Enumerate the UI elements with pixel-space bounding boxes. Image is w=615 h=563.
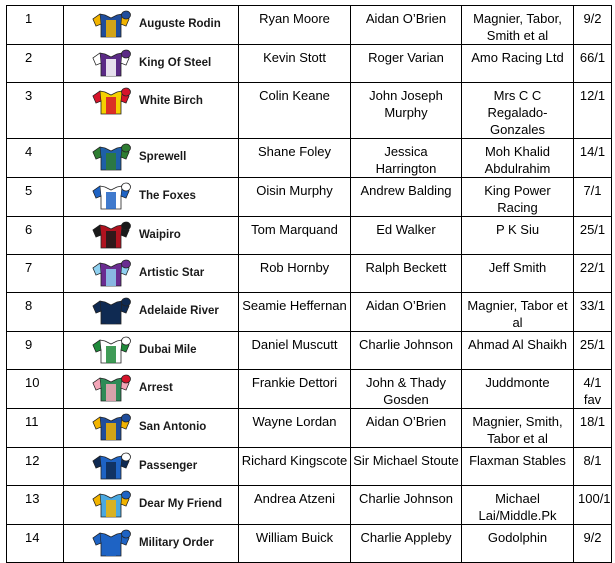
horse-cell: [64, 217, 239, 255]
runner-number: 14: [7, 525, 64, 563]
runner-row: [7, 332, 612, 370]
horse-cell: [64, 293, 239, 332]
jockey-name: Kevin Stott: [239, 45, 351, 83]
jockey-name: Frankie Dettori: [239, 370, 351, 409]
horse-name: Dear My Friend: [139, 498, 223, 510]
runner-number: 2: [7, 45, 64, 83]
horse-cell: [64, 178, 239, 217]
odds-price: 18/1: [574, 409, 612, 448]
jockey-name: Colin Keane: [239, 83, 351, 139]
silks-icon: [91, 490, 131, 518]
horse-name: Passenger: [139, 460, 198, 472]
owner-name: Magnier, Tabor, Smith et al: [462, 6, 574, 45]
runner-row: [7, 409, 612, 448]
trainer-name: John Joseph Murphy: [351, 83, 462, 139]
runner-row: [7, 139, 612, 178]
owner-name: Godolphin: [462, 525, 574, 563]
runner-number: 1: [7, 6, 64, 45]
odds-price: 7/1: [574, 178, 612, 217]
runner-number: 9: [7, 332, 64, 370]
silks-icon: [91, 452, 131, 480]
trainer-name: Charlie Johnson: [351, 332, 462, 370]
jockey-name: Wayne Lordan: [239, 409, 351, 448]
runner-row: [7, 293, 612, 332]
runner-row: [7, 83, 612, 139]
horse-name: Adelaide River: [139, 305, 219, 317]
owner-name: Ahmad Al Shaikh: [462, 332, 574, 370]
horse-name: Auguste Rodin: [139, 18, 221, 30]
odds-price: 14/1: [574, 139, 612, 178]
trainer-name: Aidan O’Brien: [351, 6, 462, 45]
odds-price: 9/2: [574, 525, 612, 563]
horse-cell: [64, 370, 239, 409]
horse-cell: [64, 332, 239, 370]
horse-name: The Foxes: [139, 190, 196, 202]
horse-cell: [64, 139, 239, 178]
silks-icon: [91, 297, 131, 325]
silks-icon: [91, 143, 131, 171]
trainer-name: Aidan O’Brien: [351, 293, 462, 332]
owner-name: Amo Racing Ltd: [462, 45, 574, 83]
odds-price: 66/1: [574, 45, 612, 83]
horse-name: Sprewell: [139, 151, 187, 163]
silks-icon: [91, 374, 131, 402]
runner-number: 12: [7, 448, 64, 486]
silks-icon: [91, 336, 131, 364]
silks-icon: [91, 87, 131, 115]
runner-row: [7, 370, 612, 409]
runner-number: 7: [7, 255, 64, 293]
horse-cell: [64, 83, 239, 139]
runner-row: [7, 448, 612, 486]
silks-icon: [91, 182, 131, 210]
owner-name: Juddmonte: [462, 370, 574, 409]
trainer-name: Ed Walker: [351, 217, 462, 255]
trainer-name: Aidan O’Brien: [351, 409, 462, 448]
runner-number: 3: [7, 83, 64, 139]
runner-number: 8: [7, 293, 64, 332]
horse-name: San Antonio: [139, 421, 207, 433]
horse-name: Dubai Mile: [139, 344, 197, 356]
runner-row: [7, 45, 612, 83]
owner-name: Moh Khalid Abdulrahim: [462, 139, 574, 178]
odds-price: 25/1: [574, 332, 612, 370]
runner-row: [7, 6, 612, 45]
owner-name: Mrs C C Regalado-Gonzales: [462, 83, 574, 139]
runner-number: 10: [7, 370, 64, 409]
jockey-name: Seamie Heffernan: [239, 293, 351, 332]
odds-price: 25/1: [574, 217, 612, 255]
jockey-name: Andrea Atzeni: [239, 486, 351, 525]
horse-name: White Birch: [139, 95, 203, 107]
horse-name: Waipiro: [139, 229, 181, 241]
trainer-name: Charlie Appleby: [351, 525, 462, 563]
runner-row: [7, 525, 612, 563]
odds-price: 8/1: [574, 448, 612, 486]
jockey-name: Oisin Murphy: [239, 178, 351, 217]
silks-icon: [91, 259, 131, 287]
trainer-name: Roger Varian: [351, 45, 462, 83]
silks-icon: [91, 529, 131, 557]
runner-number: 6: [7, 217, 64, 255]
horse-name: Artistic Star: [139, 267, 205, 279]
silks-icon: [91, 49, 131, 77]
owner-name: P K Siu: [462, 217, 574, 255]
runner-number: 11: [7, 409, 64, 448]
horse-cell: [64, 525, 239, 563]
jockey-name: William Buick: [239, 525, 351, 563]
horse-cell: [64, 6, 239, 45]
silks-icon: [91, 221, 131, 249]
horse-cell: [64, 255, 239, 293]
odds-price: 4/1 fav: [574, 370, 612, 409]
jockey-name: Rob Hornby: [239, 255, 351, 293]
odds-price: 22/1: [574, 255, 612, 293]
silks-icon: [91, 10, 131, 38]
horse-cell: [64, 486, 239, 525]
horse-cell: [64, 448, 239, 486]
horse-name: Military Order: [139, 537, 214, 549]
trainer-name: Sir Michael Stoute: [351, 448, 462, 486]
odds-price: 100/1: [574, 486, 612, 525]
horse-name: King Of Steel: [139, 57, 212, 69]
owner-name: Magnier, Smith, Tabor et al: [462, 409, 574, 448]
runner-row: [7, 178, 612, 217]
odds-price: 9/2: [574, 6, 612, 45]
jockey-name: Tom Marquand: [239, 217, 351, 255]
trainer-name: Andrew Balding: [351, 178, 462, 217]
jockey-name: Ryan Moore: [239, 6, 351, 45]
horse-name: Arrest: [139, 382, 173, 394]
silks-icon: [91, 413, 131, 441]
owner-name: Jeff Smith: [462, 255, 574, 293]
odds-price: 33/1: [574, 293, 612, 332]
runner-row: [7, 255, 612, 293]
odds-price: 12/1: [574, 83, 612, 139]
horse-cell: [64, 45, 239, 83]
runner-number: 5: [7, 178, 64, 217]
owner-name: Flaxman Stables: [462, 448, 574, 486]
runner-number: 13: [7, 486, 64, 525]
jockey-name: Richard Kingscote: [239, 448, 351, 486]
runner-row: [7, 486, 612, 525]
jockey-name: Daniel Muscutt: [239, 332, 351, 370]
jockey-name: Shane Foley: [239, 139, 351, 178]
owner-name: Magnier, Tabor et al: [462, 293, 574, 332]
racecard-table: [6, 5, 612, 563]
trainer-name: Jessica Harrington: [351, 139, 462, 178]
trainer-name: Charlie Johnson: [351, 486, 462, 525]
horse-cell: [64, 409, 239, 448]
owner-name: King Power Racing: [462, 178, 574, 217]
owner-name: Michael Lai/Middle.Pk: [462, 486, 574, 525]
trainer-name: John & Thady Gosden: [351, 370, 462, 409]
runner-row: [7, 217, 612, 255]
runner-number: 4: [7, 139, 64, 178]
racecard-body: [7, 6, 612, 563]
trainer-name: Ralph Beckett: [351, 255, 462, 293]
